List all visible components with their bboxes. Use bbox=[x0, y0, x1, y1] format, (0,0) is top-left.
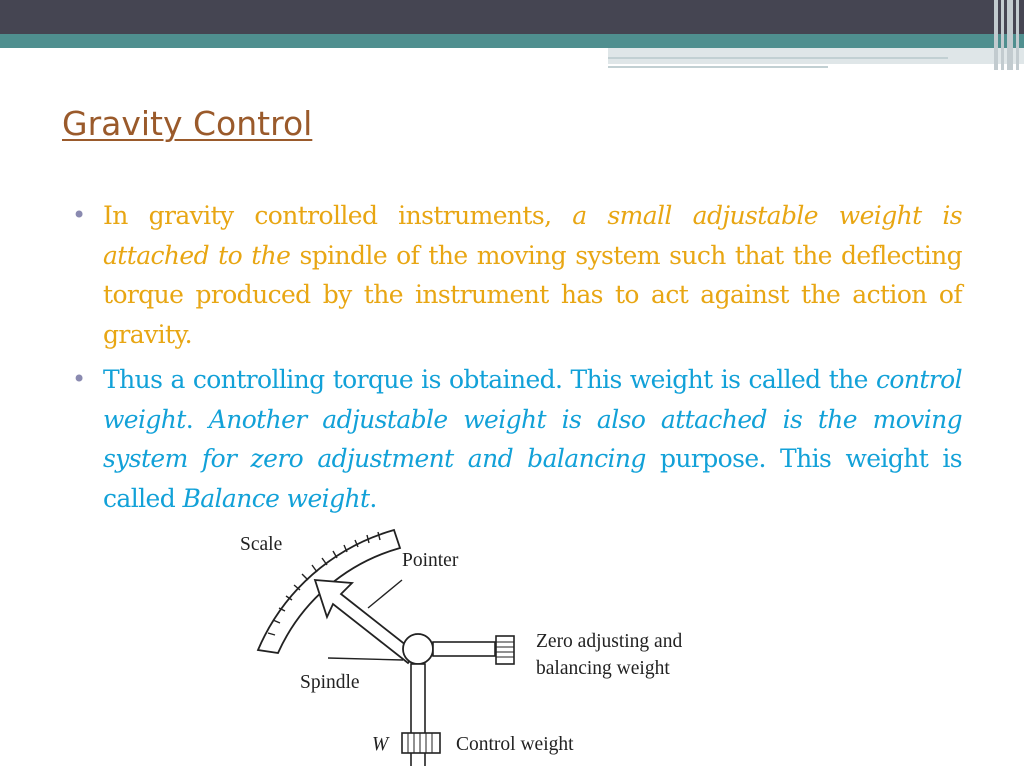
scale-label: Scale bbox=[240, 534, 283, 555]
bullet-text: . bbox=[185, 404, 209, 434]
control-arm bbox=[411, 664, 425, 734]
gravity-control-diagram bbox=[230, 520, 750, 768]
bullet-text-italic: a small adjustable weight is attached to the bbox=[103, 201, 962, 270]
bullet-text: purpose. This weight is called bbox=[103, 444, 962, 513]
accent-line bbox=[608, 66, 828, 68]
bullet-item bbox=[72, 360, 962, 518]
top-decoration-bar bbox=[0, 0, 1024, 34]
bullet-text: In gravity controlled instruments, bbox=[103, 201, 573, 230]
spindle-label: Spindle bbox=[300, 672, 360, 693]
pointer-label: Pointer bbox=[402, 550, 459, 571]
vertical-accent-bar bbox=[1007, 0, 1013, 70]
spindle-leader-line bbox=[328, 658, 403, 660]
accent-line bbox=[608, 57, 948, 59]
bullet-text-italic: Balance weight bbox=[182, 483, 370, 513]
bullet-text-italic: Another adjustable weight is also attached is the moving system for zero adjustment and balancing bbox=[103, 404, 962, 473]
balance-arm bbox=[433, 642, 495, 656]
bullet-text: spindle of the moving system such that the deflecting torque produced by the instrument has to act against the action of gravity. bbox=[103, 240, 962, 349]
w-label: W bbox=[372, 734, 389, 755]
control-weight-label: Control weight bbox=[456, 734, 574, 755]
bullet-list bbox=[72, 196, 962, 524]
pointer-leader-line bbox=[368, 580, 402, 608]
balancing-weight-label: balancing weight bbox=[536, 658, 670, 679]
bullet-text: . bbox=[369, 483, 377, 513]
bullet-text: Thus a controlling torque is obtained. This weight is called the bbox=[103, 365, 876, 394]
vertical-accent-bar bbox=[1016, 0, 1019, 70]
teal-accent-band bbox=[0, 34, 1024, 48]
balancing-weight-block bbox=[496, 636, 514, 664]
spindle-circle bbox=[403, 634, 433, 664]
zero-adjusting-label: Zero adjusting and bbox=[536, 631, 683, 652]
vertical-accent-bar bbox=[994, 0, 998, 70]
pointer-arrow bbox=[315, 580, 416, 663]
bullet-text-italic: control weight bbox=[103, 365, 962, 434]
slide-title: Gravity Control bbox=[62, 104, 313, 143]
light-accent-band bbox=[608, 48, 1024, 64]
bullet-item bbox=[72, 196, 962, 354]
vertical-accent-bar bbox=[1001, 0, 1004, 70]
